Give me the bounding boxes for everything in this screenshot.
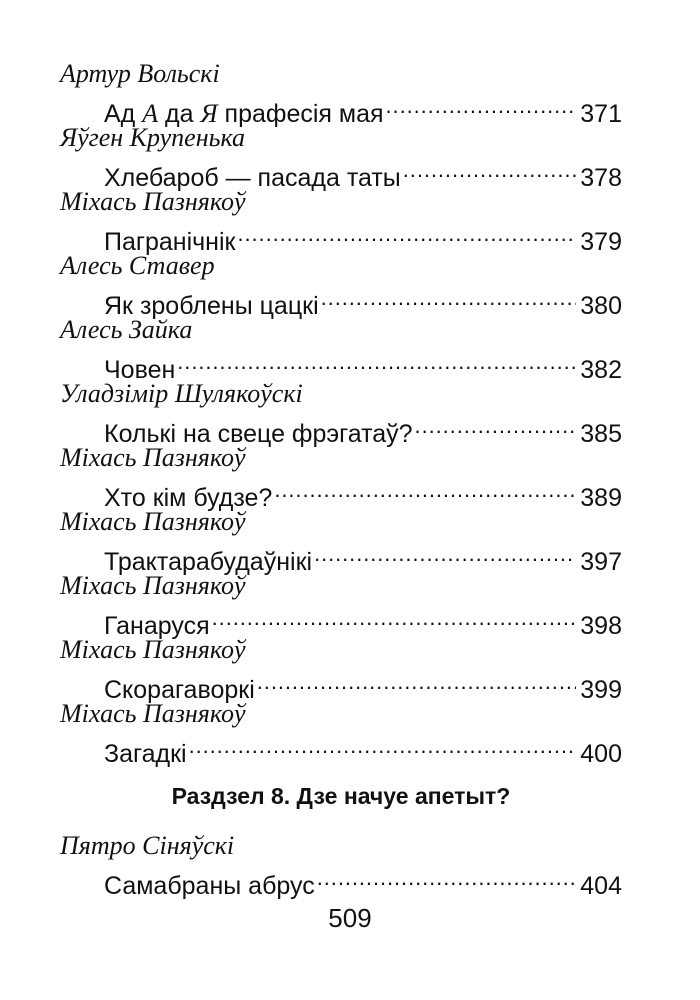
entry-line [104,538,622,576]
entry-line [104,730,622,768]
entry-page-number: 379 [580,228,622,256]
dot-leader [212,602,577,634]
entry-title: Трактарабудаўнікі [104,548,313,576]
entry-author: Міхась Пазнякоў [60,443,246,472]
entry-author: Алесь Ставер [60,251,215,280]
toc-entry [60,442,622,512]
toc-page [60,58,622,900]
entry-author: Міхась Пазнякоў [60,635,246,664]
toc-entry [60,378,622,448]
dot-leader [415,410,577,442]
dot-leader [386,90,577,122]
toc-entry [60,58,622,128]
entry-page-number: 389 [580,484,622,512]
entry-title: Ад А да Я прафесія мая [104,99,384,128]
entry-author: Міхась Пазнякоў [60,571,246,600]
entry-page-number: 371 [580,100,622,128]
dot-leader [314,538,576,570]
dot-leader [257,666,577,698]
entry-line [104,474,622,512]
entry-author: Алесь Зайка [60,315,193,344]
entry-page-number: 404 [580,872,622,900]
entry-line [104,154,622,192]
entry-author: Артур Вольскі [60,59,220,88]
entry-author: Пятро Сіняўскі [60,831,235,860]
page-number: 509 [328,903,372,933]
toc-entry [60,186,622,256]
entry-author: Яўген Крупенька [60,123,245,152]
toc-entry [60,698,622,768]
entry-title: Ганаруся [104,612,210,640]
entry-line [104,218,622,256]
entry-line [104,862,622,900]
entry-title: Хто кім будзе? [104,484,273,512]
entry-page-number: 378 [580,164,622,192]
dot-leader [274,474,576,506]
entry-title: Колькі на свеце фрэгатаў? [104,420,413,448]
entry-title: Як зроблены цацкі [104,292,319,320]
entry-line [104,602,622,640]
entry-page-number: 385 [580,420,622,448]
toc-entry [60,830,622,900]
entry-title: Хлебароб — пасада таты [104,164,401,192]
entry-line [104,282,622,320]
entry-author: Міхась Пазнякоў [60,507,246,536]
entry-title: Пагранічнік [104,228,236,256]
entry-page-number: 400 [580,740,622,768]
dot-leader [317,862,577,894]
entry-title: Скорагаворкі [104,676,255,704]
dot-leader [321,282,577,314]
dot-leader [189,730,577,762]
entry-page-number: 382 [580,356,622,384]
entry-author: Міхась Пазнякоў [60,187,246,216]
toc-entry [60,570,622,640]
entry-author: Міхась Пазнякоў [60,699,246,728]
toc-entry [60,250,622,320]
toc-entry [60,506,622,576]
entry-author: Уладзімір Шулякоўскі [60,379,303,408]
dot-leader [237,218,576,250]
entry-title: Човен [104,356,176,384]
entry-page-number: 398 [580,612,622,640]
entry-line [104,90,622,128]
entry-line [104,346,622,384]
toc-entry [60,122,622,192]
section-heading: Раздзел 8. Дзе начуе апетыт? [171,783,511,809]
entry-page-number: 399 [580,676,622,704]
entry-page-number: 380 [580,292,622,320]
dot-leader [403,154,577,186]
entry-line [104,666,622,704]
toc-entry [60,634,622,704]
entry-page-number: 397 [580,548,622,576]
entry-title: Самабраны абрус [104,872,315,900]
entry-line [104,410,622,448]
toc-entry [60,314,622,384]
entry-title: Загадкі [104,740,187,768]
dot-leader [177,346,576,378]
